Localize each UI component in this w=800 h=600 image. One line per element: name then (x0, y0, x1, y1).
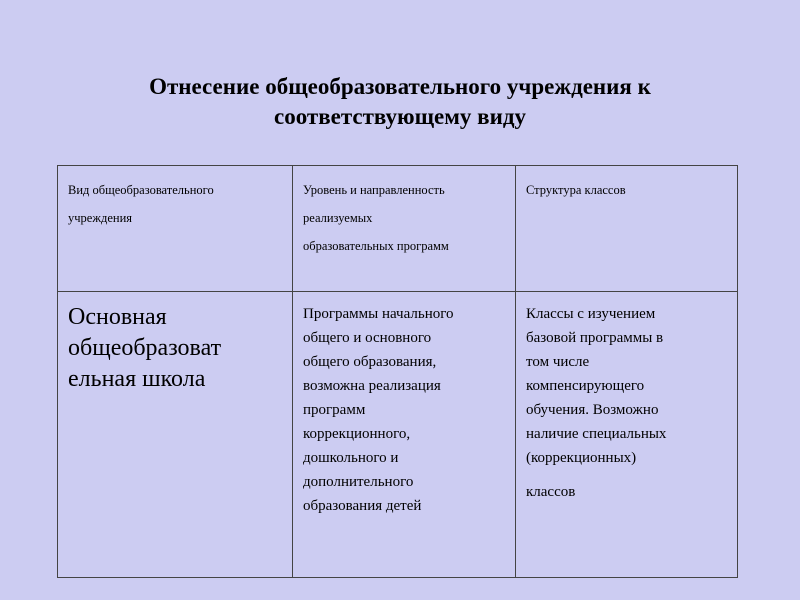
cell-class-structure (516, 292, 738, 578)
institution-type-line-2: общеобразоват (68, 335, 222, 361)
class-structure-spacer (526, 470, 728, 480)
table-row (58, 292, 738, 578)
header-cell-type-line-2: учреждения (68, 211, 133, 225)
programs-line-7: дошкольного и (303, 450, 399, 466)
programs-line-6: коррекционного, (303, 426, 411, 442)
class-structure-line-6: наличие специальных (526, 426, 667, 442)
class-structure-line-2: базовой программы в (526, 330, 664, 346)
programs-line-3: общего образования, (303, 354, 437, 370)
class-structure-line-4: компенсирующего (526, 378, 645, 394)
programs-line-5: программ (303, 402, 366, 418)
header-cell-programs-line-3: образовательных программ (303, 239, 449, 253)
header-cell-type-line-1: Вид общеобразовательного (68, 183, 214, 197)
class-structure-line-8: классов (526, 484, 576, 500)
header-cell-programs-line-2: реализуемых (303, 211, 373, 225)
table-header-row (58, 166, 738, 292)
programs-line-9: образования детей (303, 498, 422, 514)
programs-line-1: Программы начального (303, 306, 454, 322)
header-cell-structure (516, 166, 738, 292)
page-title: Отнесение общеобразовательного учреждения к соответствующему виду (149, 74, 651, 129)
comparison-table (57, 165, 738, 578)
header-cell-programs (293, 166, 516, 292)
header-cell-structure-line-1: Структура классов (526, 183, 626, 197)
class-structure-line-7: (коррекционных) (526, 450, 637, 466)
header-cell-programs-line-1: Уровень и направленность (303, 183, 445, 197)
programs-line-8: дополнительного (303, 474, 414, 490)
institution-type-line-1: Основная (68, 304, 167, 330)
programs-line-4: возможна реализация (303, 378, 441, 394)
class-structure-line-3: том числе (526, 354, 590, 370)
institution-type-line-3: ельная школа (68, 366, 206, 392)
class-structure-line-1: Классы с изучением (526, 306, 656, 322)
cell-programs (293, 292, 516, 578)
class-structure-line-5: обучения. Возможно (526, 402, 659, 418)
header-cell-type (58, 166, 293, 292)
cell-institution-type (58, 292, 293, 578)
programs-line-2: общего и основного (303, 330, 432, 346)
comparison-table-container (57, 165, 737, 578)
